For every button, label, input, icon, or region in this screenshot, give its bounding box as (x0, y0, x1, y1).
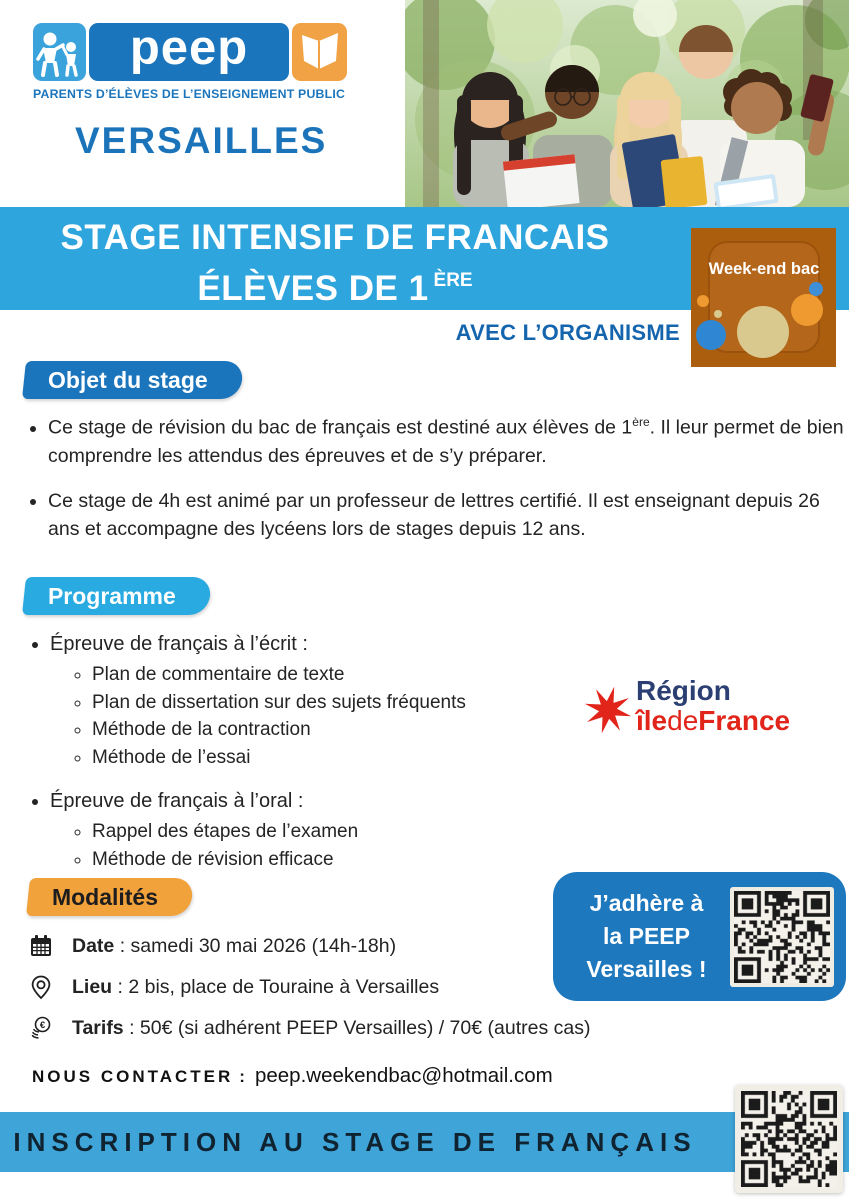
adhesion-text: J’adhère à la PEEP Versailles ! (586, 890, 707, 982)
tarifs-row: € Tarifs : 50€ (si adhérent PEEP Versailles) / 70€ (autres cas) (28, 1014, 828, 1042)
inscription-banner (0, 1112, 849, 1172)
title-line-1: STAGE INTENSIF DE FRANCAIS (60, 218, 610, 257)
peep-logo-wordmark (89, 23, 289, 81)
region-idf-logo (578, 660, 823, 750)
lieu-row: Lieu : 2 bis, place de Touraine à Versailles (28, 973, 828, 1001)
students-photo (405, 0, 849, 207)
programme-subitem: ◦ Rappel des étapes de l’examen (92, 818, 592, 846)
modalites-section-heading: Modalités (26, 878, 194, 916)
objet-bullet-2: • Ce stage de 4h est animé par un professeur de lettres certifié. Il est enseignant depuis 26 ans et accompagne des lycéens lors de stages depuis 12 ans. (48, 487, 846, 543)
objet-section-heading: Objet du stage (22, 361, 244, 399)
inscription-label: INSCRIPTION AU STAGE DE FRANÇAIS (13, 1126, 697, 1157)
programme-oral: • Épreuve de français à l’oral : ◦ Rappel des étapes de l’examen ◦ Méthode de révision efficace (50, 787, 592, 873)
peep-logo-subtitle: PARENTS D’ÉLÈVES DE L’ENSEIGNEMENT PUBLIC (33, 87, 346, 101)
lieu-label: Lieu (72, 975, 113, 998)
location-pin-icon (28, 974, 58, 1000)
programme-subitem: ◦ Plan de commentaire de texte (92, 661, 592, 689)
region-label: Région (636, 675, 731, 706)
peep-logo-families-icon (33, 23, 86, 81)
lieu-value: 2 bis, place de Touraine à Versailles (128, 975, 440, 998)
objet-bullet-list (30, 408, 846, 560)
tarifs-value: 50€ (si adhérent PEEP Versailles) / 70€ (autres cas) (139, 1016, 591, 1039)
peep-logo-book-icon (292, 23, 347, 81)
tarifs-label: Tarifs (72, 1016, 124, 1039)
peep-brand-text: peep (129, 21, 249, 75)
programme-block (32, 630, 592, 875)
region-star-icon (585, 687, 631, 733)
date-value: samedi 30 mai 2026 (14h-18h) (130, 934, 397, 957)
programme-subitem: ◦ Méthode de la contraction (92, 716, 592, 744)
programme-section-heading: Programme (22, 577, 212, 615)
adhesion-qr-code (730, 887, 834, 987)
weekend-bac-logo (691, 228, 836, 367)
programme-subitem: ◦ Méthode de révision efficace (92, 846, 592, 874)
title-superscript: ÈRE (433, 270, 473, 291)
date-label: Date (72, 934, 115, 957)
contact-email[interactable]: peep.weekendbac@hotmail.com (254, 1064, 553, 1087)
programme-ecrit: • Épreuve de français à l’écrit : ◦ Plan de commentaire de texte ◦ Plan de dissertation sur des sujets fréquents ◦ Méthode de la contraction ◦ Méthode de l’essai (50, 630, 592, 771)
weekend-bac-label: Week-end bac (708, 260, 820, 278)
peep-logo (33, 23, 349, 101)
versailles-label: VERSAILLES (75, 120, 328, 161)
adhesion-badge (553, 872, 846, 1001)
date-row: Date : samedi 30 mai 2026 (14h-18h) (28, 932, 828, 960)
contact-label: NOUS CONTACTER (32, 1067, 234, 1086)
objet-bullet-1: • Ce stage de révision du bac de français est destiné aux élèves de 1ère. Il leur permet de bien comprendre les attendus des épreuves et de s’y préparer. (48, 408, 846, 470)
contact-line: NOUS CONTACTER : peep.weekendbac@hotmail.com (32, 1064, 553, 1087)
programme-subitem: ◦ Plan de dissertation sur des sujets fréquents (92, 689, 592, 717)
title-line-2: ÉLÈVES DE 1 $^{ÈRE}$ (197, 269, 473, 308)
calendar-icon (28, 933, 58, 959)
euro-coins-icon (28, 1015, 58, 1041)
programme-subitem: ◦ Méthode de l’essai (92, 744, 592, 772)
inscription-qr-code (735, 1085, 843, 1193)
organisme-intro-label: AVEC L’ORGANISME (455, 320, 680, 345)
peep-logo-tiles (33, 23, 349, 81)
svg-text:€: € (39, 1020, 46, 1031)
iledefrance-label: îledeFrance (636, 705, 791, 736)
